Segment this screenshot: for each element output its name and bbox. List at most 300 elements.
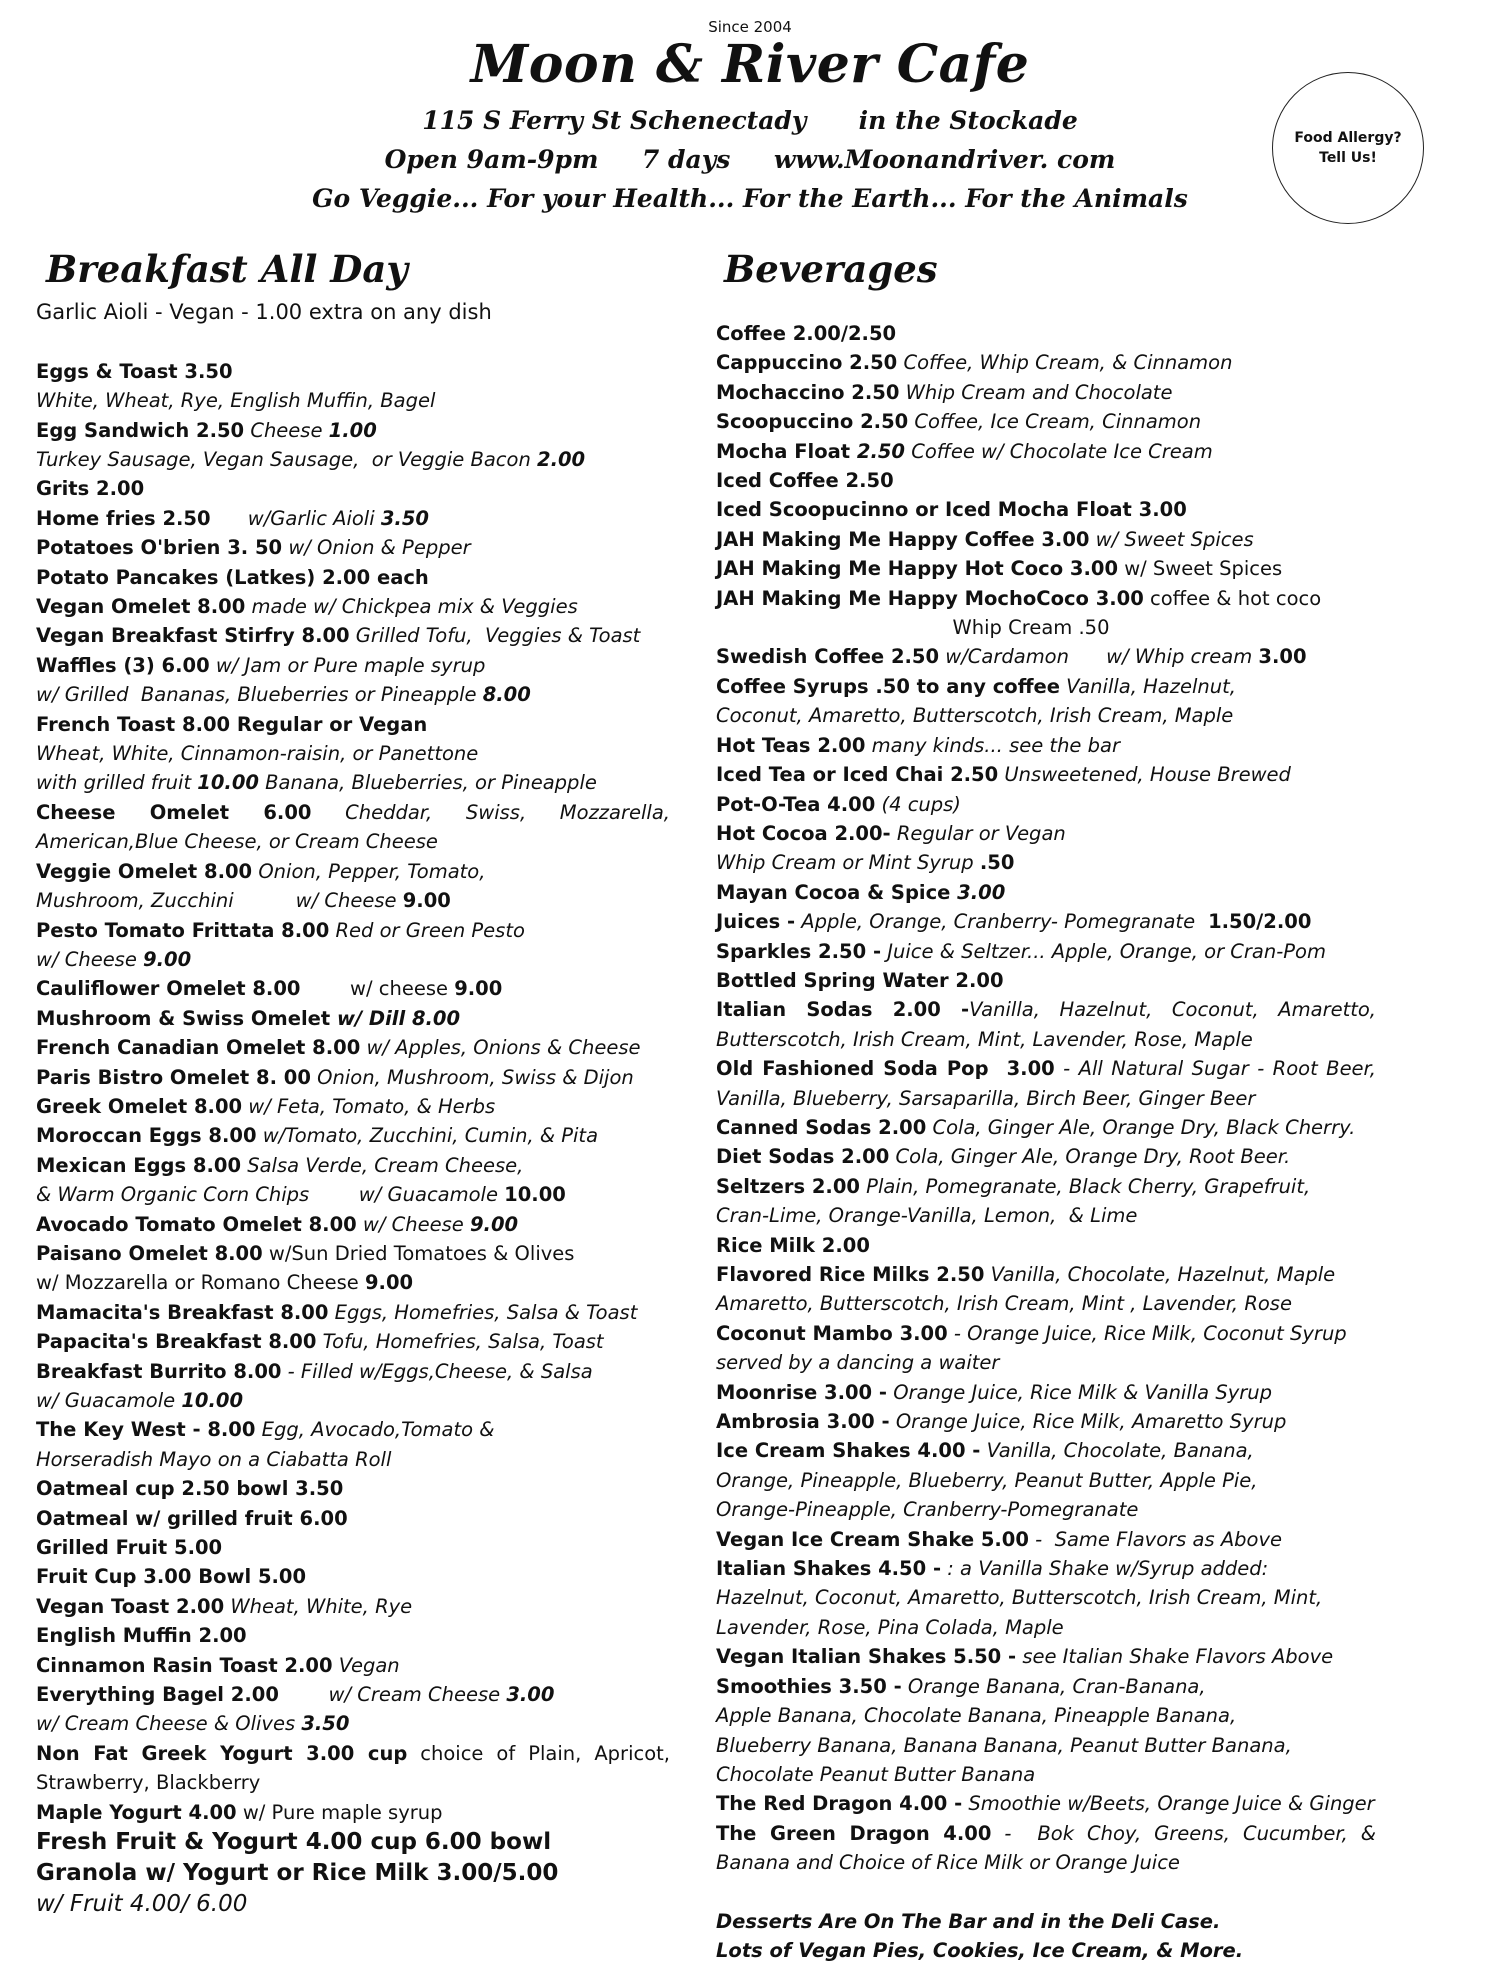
menu-item: [716, 790, 1376, 819]
menu-item: [716, 819, 1376, 848]
menu-item: [716, 966, 1376, 995]
menu-item-text: Non Fat Greek Yogurt 3.00 cup: [36, 1741, 408, 1765]
menu-item-text: Apple, Orange, Cranberry- Pomegranate: [795, 910, 1202, 934]
menu-item-text: made w/ Chickpea mix & Veggies: [245, 595, 578, 619]
menu-item-text: Ice Cream Shakes 4.00 -: [716, 1439, 981, 1463]
food-allergy-text: Food Allergy? Tell Us!: [1294, 129, 1402, 166]
menu-item-text: 8.00: [482, 683, 531, 707]
menu-item: [36, 1327, 670, 1356]
menu-item-text: w/ Jam or Pure maple syrup: [209, 653, 486, 677]
menu-item-text: Greek Omelet 8.00: [36, 1094, 243, 1118]
menu-item-text: Coffee, Ice Cream, Cinnamon: [908, 410, 1202, 434]
menu-item: [36, 680, 670, 709]
menu-item: [716, 495, 1376, 524]
menu-item-text: Rice Milk 2.00: [716, 1233, 870, 1257]
menu-item: [716, 1466, 1376, 1495]
menu-item-text: The Green Dragon 4.00: [716, 1821, 992, 1845]
menu-item-text: Whip Cream and Chocolate: [899, 380, 1173, 404]
menu-item: [716, 701, 1376, 730]
menu-item-text: Whip Cream .50: [952, 616, 1110, 640]
menu-item: [36, 1858, 670, 1889]
menu-item: [36, 1680, 670, 1709]
menu-item: [716, 407, 1376, 436]
menu-item: [36, 445, 670, 474]
menu-item: [36, 1180, 670, 1209]
menu-item: [36, 974, 670, 1003]
menu-item-text: Pot-O-Tea 4.00: [716, 792, 876, 816]
menu-item-text: JAH Making Me Happy MochoCoco 3.00: [716, 586, 1144, 610]
menu-item-text: Cauliflower Omelet 8.00: [36, 977, 301, 1001]
menu-item-text: Vanilla, Hazelnut, Coconut, Amaretto, Butterscotch, Irish Cream, Mint, Lavender, Rose, Maple: [716, 998, 1383, 1051]
menu-item-text: Juice & Seltzer... Apple, Orange, or Cran-Pom: [881, 939, 1326, 963]
since-label: Since 2004: [708, 18, 792, 36]
menu-item-text: w/ Cheese: [36, 947, 144, 971]
menu-item-text: Avocado Tomato Omelet 8.00: [36, 1212, 357, 1236]
menu-item: [36, 1004, 670, 1033]
menu-item: [716, 466, 1376, 495]
menu-item-text: served by a dancing a waiter: [716, 1351, 1000, 1375]
menu-item-text: Coconut, Amaretto, Butterscotch, Irish Cream, Maple: [716, 704, 1234, 728]
menu-item-text: Vegan Ice Cream Shake 5.00: [716, 1527, 1029, 1551]
menu-item: [36, 357, 670, 386]
menu-item: [716, 1789, 1376, 1818]
menu-item-text: Mochaccino 2.50: [716, 380, 900, 404]
menu-item-text: Grilled Tofu, Veggies & Toast: [349, 624, 641, 648]
menu-item-text: JAH Making Me Happy Coffee 3.00: [716, 527, 1090, 551]
menu-item-text: 3.00: [506, 1683, 555, 1707]
menu-item-text: 9.00: [454, 977, 503, 1001]
menu-item-text: w/ Dill 8.00: [336, 1006, 461, 1030]
menu-item: [36, 1504, 670, 1533]
menu-item-text: JAH Making Me Happy Hot Coco 3.00: [716, 557, 1119, 581]
menu-item-text: Mayan Cocoa & Spice: [716, 880, 958, 904]
menu-item: [36, 1562, 670, 1591]
menu-item-text: w/ Cream Cheese: [278, 1683, 507, 1707]
menu-item-text: French Toast 8.00 Regular or Vegan: [36, 712, 428, 736]
menu-item-text: w/Garlic Aioli: [210, 506, 381, 530]
menu-item: [716, 1731, 1376, 1760]
desserts-line: Desserts Are On The Bar and in the Deli Case.: [716, 1909, 1221, 1933]
menu-item-text: w/ Onion & Pepper: [282, 536, 471, 560]
menu-item: [36, 533, 670, 562]
menu-item: [36, 386, 670, 415]
menu-item-text: (4 cups): [875, 792, 961, 816]
menu-item: [716, 878, 1376, 907]
menu-item-text: Salsa Verde, Cream Cheese,: [241, 1153, 524, 1177]
menu-item-text: w/ Guacamole: [36, 1389, 182, 1413]
menu-item-text: many kinds... see the bar: [865, 733, 1120, 757]
menu-item: [716, 1642, 1376, 1671]
menu-item: [36, 1239, 670, 1268]
menu-item-text: Mamacita's Breakfast 8.00: [36, 1300, 329, 1324]
menu-item-text: Diet Sodas 2.00: [716, 1145, 890, 1169]
menu-item-text: Old Fashioned Soda Pop 3.00: [716, 1057, 1055, 1081]
menu-item-text: Potatoes O'brien 3. 50: [36, 536, 283, 560]
menu-item: [716, 1583, 1376, 1612]
menu-item-text: w/ cheese: [300, 977, 455, 1001]
menu-item: [36, 1063, 670, 1092]
menu-item-text: Swedish Coffee 2.50: [716, 645, 940, 669]
menu-item: [716, 1554, 1376, 1583]
menu-item-text: Vegan Italian Shakes 5.50 -: [716, 1645, 1017, 1669]
menu-item-text: Papacita's Breakfast 8.00: [36, 1330, 317, 1354]
menu-item-text: Orange Banana, Cran-Banana,: [901, 1674, 1206, 1698]
menu-item: [716, 642, 1376, 671]
menu-item-text: w/ Grilled Bananas, Blueberries or Pineapple: [36, 683, 483, 707]
menu-item-text: Paris Bistro Omelet 8. 00: [36, 1065, 311, 1089]
menu-item-text: Italian Shakes 4.50 -: [716, 1557, 942, 1581]
menu-item-text: Hot Teas 2.00: [716, 733, 866, 757]
menu-item-text: Coffee w/ Chocolate Ice Cream: [905, 439, 1213, 463]
menu-item: [716, 995, 1383, 1054]
menu-item-text: Coffee 2.00/2.50: [716, 322, 897, 345]
menu-item-text: 10.00: [197, 771, 259, 795]
menu-item-text: The Red Dragon 4.00 -: [716, 1792, 963, 1816]
menu-item: [36, 916, 670, 945]
menu-item: [36, 1827, 670, 1858]
menu-item-text: Home fries 2.50: [36, 506, 211, 530]
desserts-note: [716, 1907, 1376, 1966]
spacer: [716, 1878, 1376, 1907]
menu-item-text: Mushroom & Swiss Omelet: [36, 1006, 337, 1030]
menu-item-text: w/ Cream Cheese & Olives: [36, 1712, 302, 1736]
menu-item-text: Granola w/ Yogurt or Rice Milk 3.00/5.00: [36, 1860, 559, 1887]
menu-item-text: Everything Bagel 2.00: [36, 1683, 279, 1707]
menu-item-text: Apple Banana, Chocolate Banana, Pineapple Banana,: [716, 1704, 1237, 1728]
menu-item-text: Lavender, Rose, Pina Colada, Maple: [716, 1615, 1064, 1639]
menu-item: [716, 525, 1376, 554]
menu-item: [716, 1701, 1376, 1730]
menu-item-text: Eggs & Toast 3.50: [36, 359, 233, 383]
slogan-line: Go Veggie... For your Health... For the Earth... For the Animals: [312, 184, 1188, 213]
menu-item: [36, 710, 670, 739]
menu-item-text: Cran-Lime, Orange-Vanilla, Lemon, & Lime: [716, 1204, 1138, 1228]
menu-item: [36, 1415, 670, 1444]
menu-item-text: Breakfast Burrito 8.00: [36, 1359, 282, 1383]
menu-item-text: 3.50: [380, 506, 429, 530]
menu-item: [716, 554, 1376, 583]
beverages-column: [716, 240, 1383, 1966]
menu-item-text: Smoothies 3.50 -: [716, 1674, 902, 1698]
menu-item: [36, 1092, 670, 1121]
menu-item-text: Waffles (3) 6.00: [36, 653, 210, 677]
menu-item: [716, 1378, 1376, 1407]
menu-item-text: Red or Green Pesto: [329, 918, 525, 942]
menu-item-text: Orange, Pineapple, Blueberry, Peanut Butter, Apple Pie,: [716, 1468, 1258, 1492]
menu-item-text: Seltzers 2.00: [716, 1174, 860, 1198]
menu-item-text: Egg Sandwich 2.50: [36, 418, 245, 442]
menu-item: [716, 1672, 1376, 1701]
menu-item: [716, 1407, 1376, 1436]
menu-item-text: - Orange Juice, Rice Milk, Coconut Syrup: [947, 1321, 1347, 1345]
breakfast-section-title: Breakfast All Day: [46, 247, 408, 291]
menu-item-text: Vegan Toast 2.00: [36, 1594, 225, 1618]
menu-item-text: w/ Apples, Onions & Cheese: [360, 1036, 641, 1060]
menu-item-text: w/ Fruit 4.00/ 6.00: [36, 1891, 248, 1918]
menu-item-text: Banana, Blueberries, or Pineapple: [258, 771, 597, 795]
menu-item-text: Veggie Omelet 8.00: [36, 859, 253, 883]
menu-item: [36, 1151, 670, 1180]
menu-item-text: Tofu, Homefries, Salsa, Toast: [316, 1330, 604, 1354]
menu-item-text: Amaretto, Butterscotch, Irish Cream, Mint , Lavender, Rose: [716, 1292, 1292, 1316]
menu-item: [36, 563, 670, 592]
menu-item-text: Orange Juice, Rice Milk, Amaretto Syrup: [889, 1410, 1287, 1434]
menu-item-text: Onion, Pepper, Tomato,: [252, 859, 486, 883]
menu-item-text: Onion, Mushroom, Swiss & Dijon: [310, 1065, 634, 1089]
menu-item: [36, 1709, 670, 1738]
menu-item-text: Flavored Rice Milks 2.50: [716, 1263, 985, 1286]
menu-item: [36, 945, 670, 974]
menu-item-text: English Muffin 2.00: [36, 1624, 247, 1648]
menu-item-text: Iced Coffee 2.50: [716, 469, 894, 493]
menu-item-text: Mocha Float: [716, 439, 857, 463]
menu-item-text: w/ Cheese: [356, 1212, 470, 1236]
menu-item-text: Vegan Breakfast Stirfry 8.00: [36, 624, 350, 648]
menu-item: [36, 1298, 670, 1327]
menu-item-text: Vegan Omelet 8.00: [36, 595, 246, 619]
menu-item: [36, 1210, 670, 1239]
menu-item-text: : a Vanilla Shake w/Syrup added:: [941, 1557, 1269, 1581]
beverage-items: [716, 319, 1383, 1878]
menu-item-text: 9.00: [364, 1271, 414, 1295]
menu-item: [716, 907, 1376, 936]
menu-item-text: 10.00: [504, 1183, 566, 1207]
menu-item-text: 9.00: [469, 1212, 519, 1236]
menu-item: [36, 592, 670, 621]
menu-item-text: 2.50: [856, 439, 905, 463]
menu-item-text: - Filled w/Eggs,Cheese, & Salsa: [281, 1359, 593, 1383]
menu-item-text: 1.00: [328, 418, 377, 442]
menu-item-text: Chocolate Peanut Butter Banana: [716, 1762, 1036, 1786]
menu-item-text: 3.50: [301, 1712, 350, 1736]
menu-item-text: - Bok Choy, Greens, Cucumber, & Banana and Choice of Rice Milk or Orange Juice: [716, 1821, 1383, 1875]
menu-item: [716, 1172, 1376, 1201]
menu-item: [36, 1474, 670, 1503]
menu-item-text: 1.50/2.00: [1201, 910, 1312, 934]
menu-item-text: Whip Cream or Mint Syrup: [716, 851, 980, 875]
menu-item: [716, 584, 1376, 613]
menu-item-text: Horseradish Mayo on a Ciabatta Roll: [36, 1447, 392, 1471]
menu-item-text: Cheese: [244, 418, 329, 442]
menu-item: [716, 937, 1376, 966]
menu-item-text: Vanilla, Chocolate, Hazelnut, Maple: [984, 1263, 1336, 1286]
menu-item-text: 3.00: [957, 880, 1006, 904]
menu-item-text: Cola, Ginger Ale, Orange Dry, Black Cherry.: [926, 1115, 1356, 1139]
menu-item: [716, 1819, 1383, 1878]
menu-item-text: - All Natural Sugar - Root Beer, Vanilla, Blueberry, Sarsaparilla, Birch Beer, Ginger Beer: [716, 1057, 1383, 1110]
beverages-section-title: Beverages: [724, 247, 938, 291]
menu-item-text: Bottled Spring Water 2.00: [716, 968, 1004, 992]
menu-item-text: Vegan: [332, 1653, 400, 1677]
menu-item-text: Cappuccino 2.50: [716, 351, 898, 375]
menu-item: [36, 416, 670, 445]
menu-item: [36, 1033, 670, 1062]
menu-item-text: 9.00: [143, 947, 192, 971]
menu-item-text: Orange-Pineapple, Cranberry-Pomegranate: [716, 1498, 1139, 1522]
menu-item: [716, 1348, 1376, 1377]
menu-item-text: Cola, Ginger Ale, Orange Dry, Root Beer.: [889, 1145, 1291, 1169]
menu-item-text: Cheddar, Swiss, Mozzarella, American,Blue Cheese, or Cream Cheese: [36, 800, 677, 854]
menu-item-text: Grits 2.00: [36, 477, 145, 501]
menu-item-text: Potato Pancakes (Latkes) 2.00 each: [36, 565, 429, 589]
menu-item-text: Vanilla, Chocolate, Banana,: [980, 1439, 1254, 1463]
menu-item: [716, 1231, 1376, 1260]
spacer: [716, 298, 1376, 319]
menu-item: [36, 1798, 670, 1827]
menu-item-text: Fresh Fruit & Yogurt 4.00 cup 6.00 bowl: [36, 1829, 552, 1856]
menu-item-text: French Canadian Omelet 8.00: [36, 1036, 361, 1060]
menu-item: [716, 760, 1376, 789]
menu-item: [36, 1621, 670, 1650]
menu-item: [716, 1289, 1376, 1318]
menu-item: [36, 857, 670, 886]
menu-item: [716, 348, 1376, 377]
menu-item-text: Hot Cocoa 2.00-: [716, 821, 891, 845]
menu-item: [36, 1739, 677, 1798]
menu-item: [36, 768, 670, 797]
menu-item: [36, 1357, 670, 1386]
menu-item: [36, 1386, 670, 1415]
menu-item-text: see Italian Shake Flavors Above: [1016, 1645, 1334, 1669]
menu-item: [716, 1260, 1376, 1289]
menu-item-text: 10.00: [181, 1389, 244, 1413]
menu-item-text: w/ Sweet Spices: [1118, 557, 1283, 581]
menu-item-text: Regular or Vegan: [890, 821, 1066, 845]
menu-item: [716, 378, 1376, 407]
menu-item: [716, 319, 1376, 348]
menu-item-text: w/ Mozzarella or Romano Cheese: [36, 1271, 365, 1295]
menu-item: [36, 1121, 670, 1150]
menu-item: [36, 651, 670, 680]
food-allergy-badge: [1272, 72, 1424, 224]
menu-item-text: Mushroom, Zucchini w/ Cheese: [36, 889, 403, 913]
desserts-line: Lots of Vegan Pies, Cookies, Ice Cream, & More.: [716, 1939, 1244, 1963]
menu-item-text: w/ Pure maple syrup: [236, 1800, 443, 1824]
menu-item: [716, 1525, 1376, 1554]
menu-item: [36, 1268, 670, 1297]
menu-item-text: Maple Yogurt 4.00: [36, 1800, 237, 1824]
menu-item: [36, 474, 670, 503]
menu-item-text: .50: [979, 851, 1015, 875]
menu-item: [716, 437, 1376, 466]
menu-item: [716, 848, 1376, 877]
menu-item-text: Blueberry Banana, Banana Banana, Peanut Butter Banana,: [716, 1733, 1292, 1757]
breakfast-column: [36, 240, 677, 1920]
menu-item-text: Plain, Pomegranate, Black Cherry, Grapefruit,: [859, 1174, 1311, 1198]
menu-item-text: Sparkles 2.50 -: [716, 939, 882, 963]
menu-item-text: Oatmeal cup 2.50 bowl 3.50: [36, 1477, 344, 1501]
menu-item: [716, 1201, 1376, 1230]
menu-item: [36, 1889, 670, 1920]
hours-line: Open 9am-9pm 7 days www.Moonandriver. com: [384, 145, 1116, 174]
menu-item-text: Egg, Avocado,Tomato &: [255, 1418, 495, 1442]
menu-item: [36, 739, 670, 768]
menu-item-text: Moonrise 3.00 -: [716, 1380, 887, 1404]
menu-item-text: Iced Tea or Iced Chai 2.50: [716, 763, 999, 787]
menu-item-text: w/ Sweet Spices: [1089, 527, 1254, 551]
menu-item-text: Oatmeal w/ grilled fruit 6.00: [36, 1506, 348, 1530]
menu-item-text: 2.00: [537, 448, 586, 472]
menu-item-text: Eggs, Homefries, Salsa & Toast: [328, 1300, 638, 1324]
menu-item-text: The Key West - 8.00: [36, 1418, 256, 1442]
menu-item-text: Orange Juice, Rice Milk & Vanilla Syrup: [887, 1380, 1273, 1404]
menu-item-text: - Same Flavors as Above: [1028, 1527, 1283, 1551]
address-line: 115 S Ferry St Schenectady in the Stockade: [422, 106, 1078, 135]
menu-item: [36, 886, 670, 915]
menu-item: [716, 1319, 1376, 1348]
menu-item-text: Coffee, Whip Cream, & Cinnamon: [897, 351, 1233, 375]
menu-item-text: Turkey Sausage, Vegan Sausage, or Veggie Bacon: [36, 448, 538, 472]
menu-item-text: Cheese Omelet 6.00: [36, 800, 312, 824]
menu-item: [716, 1113, 1376, 1142]
garlic-aioli-note: Garlic Aioli - Vegan - 1.00 extra on any dish: [36, 300, 492, 324]
menu-item: [716, 672, 1376, 701]
menu-item-text: Paisano Omelet 8.00: [36, 1241, 263, 1265]
menu-item-text: with grilled fruit: [36, 771, 198, 795]
menu-item-text: Juices -: [716, 910, 796, 934]
menu-item-text: w/Sun Dried Tomatoes & Olives: [262, 1241, 575, 1265]
spacer: [36, 327, 670, 356]
menu-item-text: Coffee Syrups .50 to any coffee: [716, 674, 1060, 698]
menu-item-text: Pesto Tomato Frittata 8.00: [36, 918, 330, 942]
menu-item-text: Ambrosia 3.00 -: [716, 1410, 890, 1434]
menu-item-text: & Warm Organic Corn Chips w/ Guacamole: [36, 1183, 505, 1207]
menu-item-text: Wheat, White, Rye: [224, 1594, 413, 1618]
cafe-title: Moon & River Cafe: [470, 34, 1030, 95]
menu-item-text: Cinnamon Rasin Toast 2.00: [36, 1653, 333, 1677]
menu-item-text: Canned Sodas 2.00: [716, 1115, 927, 1139]
menu-item-text: Hazelnut, Coconut, Amaretto, Butterscotch, Irish Cream, Mint,: [716, 1586, 1323, 1610]
menu-item-text: Moroccan Eggs 8.00: [36, 1124, 257, 1148]
menu-item: [36, 798, 677, 857]
menu-item-text: Scoopuccino 2.50: [716, 410, 909, 434]
menu-item: [716, 1613, 1376, 1642]
menu-item: [716, 1436, 1376, 1465]
menu-item-text: Fruit Cup 3.00 Bowl 5.00: [36, 1565, 307, 1589]
menu-item: [716, 731, 1376, 760]
menu-item: [36, 1651, 670, 1680]
menu-item-text: w/ Feta, Tomato, & Herbs: [242, 1094, 496, 1118]
menu-item-text: Wheat, White, Cinnamon-raisin, or Panettone: [36, 742, 479, 766]
menu-item-text: Vanilla, Hazelnut,: [1059, 674, 1236, 698]
menu-item: [716, 613, 1376, 642]
menu-item: [36, 1445, 670, 1474]
breakfast-items: [36, 357, 677, 1920]
menu-item-text: Mexican Eggs 8.00: [36, 1153, 242, 1177]
menu-item: [36, 621, 670, 650]
menu-item: [716, 1495, 1376, 1524]
menu-item-text: coffee & hot coco: [1143, 586, 1322, 610]
menu-item: [36, 1533, 670, 1562]
menu-item-text: Italian Sodas 2.00 -: [716, 998, 970, 1022]
menu-item-text: 3.00: [1258, 645, 1307, 669]
menu-item: [36, 504, 670, 533]
menu-item: [716, 1142, 1376, 1171]
menu-item-text: White, Wheat, Rye, English Muffin, Bagel: [36, 389, 436, 413]
menu-item: [36, 1592, 670, 1621]
menu-item: [716, 1054, 1383, 1113]
menu-item-text: Grilled Fruit 5.00: [36, 1536, 223, 1560]
menu-item-text: w/Cardamon w/ Whip cream: [939, 645, 1259, 669]
menu-item-text: choice of Plain, Apricot, Strawberry, Blackberry: [36, 1741, 677, 1795]
menu-item-text: w/Tomato, Zucchini, Cumin, & Pita: [256, 1124, 599, 1148]
menu-item-text: Iced Scoopucinno or Iced Mocha Float 3.00: [716, 498, 1187, 522]
menu-item-text: Smoothie w/Beets, Orange Juice & Ginger: [962, 1792, 1375, 1816]
menu-item-text: 9.00: [402, 889, 451, 913]
menu-item-text: Coconut Mambo 3.00: [716, 1321, 948, 1345]
menu-item-text: Unsweetened, House Brewed: [998, 763, 1291, 787]
menu-item: [716, 1760, 1376, 1789]
